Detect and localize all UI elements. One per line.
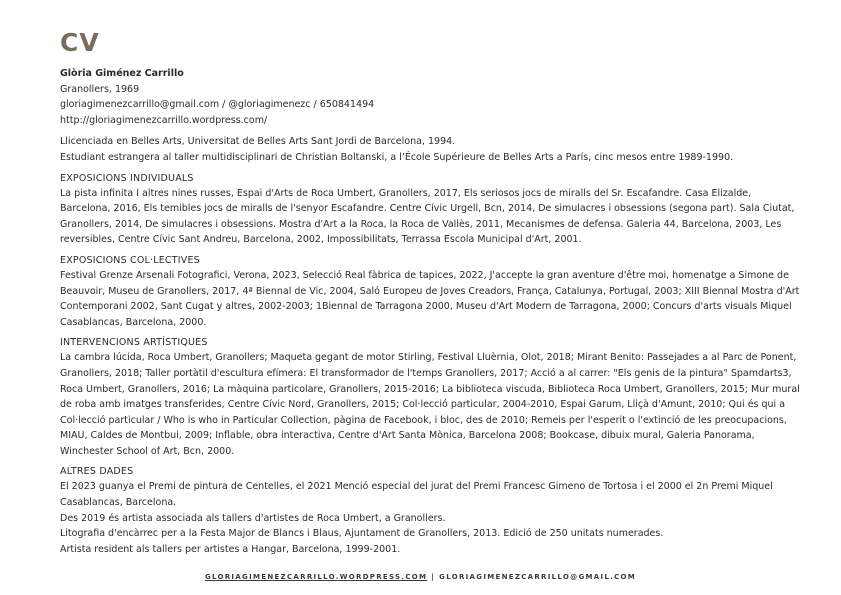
section-title: EXPOSICIONS INDIVIDUALS [60, 172, 194, 184]
section-collective-exhibitions [60, 254, 800, 330]
section-individual-exhibitions [60, 172, 800, 248]
section-paragraph: Artista resident als tallers per artistes a Hangar, Barcelona, 1999-2001. [60, 543, 401, 555]
section-artistic-interventions [60, 336, 800, 459]
footer-separator: | [431, 573, 436, 581]
section-body [60, 268, 800, 330]
footer-website-link[interactable]: GLORIAGIMENEZCARRILLO.WORDPRESS.COM [204, 573, 428, 581]
section-paragraph: Litografia d'encàrrec per a la Festa Major de Blancs i Blaus, Ajuntament de Granollers, 2013. Edició de 250 unitats numerades. [60, 528, 664, 540]
origin-line: Granollers, 1969 [60, 83, 140, 95]
page-footer [0, 573, 841, 581]
section-body [60, 479, 800, 557]
footer-email[interactable]: GLORIAGIMENEZCARRILLO@GMAIL.COM [439, 573, 637, 581]
section-paragraph: El 2023 guanya el Premi de pintura de Centelles, el 2021 Menció especial del jurat del Premi Francesc Gimeno de Tortosa i el 2000 el 2n Premi Miquel Casablancas, Barcelona. [60, 481, 773, 509]
education-line: Estudiant estrangera al taller multidisciplinari de Christian Boltanski, a l’École Supérieure de Belles Arts a París, cinc mesos entre 1989-1990. [60, 151, 734, 163]
cv-logo: CV [60, 28, 100, 57]
education-block [60, 134, 800, 165]
section-body [60, 186, 800, 248]
contact-line: gloriagimenezcarrillo@gmail.com / @gloriagimenezc / 650841494 [60, 99, 375, 111]
person-name: Glòria Giménez Carrillo [60, 68, 184, 79]
section-title: INTERVENCIONS ARTÍSTIQUES [60, 337, 208, 349]
cv-page [60, 30, 800, 557]
section-paragraph: Festival Grenze Arsenali Fotografici, Verona, 2023, Selecció Real fàbrica de tapices, 2022, J'accepte la gran aventure d'être moi, homenatge a Simone de Beauvoir, Museu de Granollers, 2017, 4ª Biennal de Vic, 2004, Saló Europeu de Joves Creadors, França, Catalunya, Portugal, 2003; XIII Biennal Mostra d'Art Contemporani 2002, Sant Cugat y altres, 2002-2003; 1Biennal de Tarragona 2000, Museu d'Art Modern de Tarragona, 2000; Concurs d'arts visuals Miquel Casablancas, Barcelona, 2000. [60, 269, 800, 328]
section-paragraph: Des 2019 és artista associada als tallers d'artistes de Roca Umbert, a Granollers. [60, 512, 446, 524]
section-title: ALTRES DADES [60, 466, 134, 478]
section-paragraph: La cambra lúcida, Roca Umbert, Granollers; Maqueta gegant de motor Stirling, Festival Lluèrnia, Olot, 2018; Mirant Benito: Passejades a al Parc de Ponent, Granollers, 2018; Taller portàtil d'escultura efímera: El transformador de l'temps Granollers, 2017; Acció a al carrer: "Els genis de la pintura" Spamdarts3, Roca Umbert, Granollers, 2016; La màquina particolare, Granollers, 2015-2016; La biblioteca viscuda, Biblioteca Roca Umbert, Granollers, 2015; Mur mural de roba amb imatges transferides, Centre Cívic Nord, Granollers, 2015; Col·lecció particular, 2004-2010, Espai Garum, Lliçà d'Amunt, 2010; Qui és qui a Col·lecció particular / Who is who in Particular Collection, pàgina de Facebook, i bloc, des de 2010; Remeis per l'esperit o l'extinció de les preocupacions, MIAU, Caldes de Montbui, 2009; Inflable, obra interactiva, Centre d'Art Santa Mònica, Barcelona 2008; Bookcase, dibuix mural, Galeria Panorama, Winchester School of Art, Bcn, 2000. [60, 352, 800, 457]
section-other-data [60, 465, 800, 557]
section-title: EXPOSICIONS COL·LECTIVES [60, 254, 200, 266]
website-line[interactable]: http://gloriagimenezcarrillo.wordpress.com/ [60, 114, 268, 126]
section-body [60, 350, 800, 459]
education-line: Llicenciada en Belles Arts, Universitat de Belles Arts Sant Jordi de Barcelona, 1994. [60, 136, 456, 148]
section-paragraph: La pista infinita I altres nines russes, Espai d'Arts de Roca Umbert, Granollers, 2017, Els seriosos jocs de miralls del Sr. Escafandre. Casa Elizalde, Barcelona, 2016, Els temibles jocs de miralls de l'senyor Escafandre. Centre Cívic Urgell, Bcn, 2014, De simulacres i obsessions (segona part). Sala Ciutat, Granollers, 2014, De simulacres i obsessions. Mostra d'Art a la Roca, la Roca de Vallès, 2011, Mecanismes de defensa. Galeria 44, Barcelona, 2003, Les reversibles, Centre Cívic Sant Andreu, Barcelona, 2002, Impossibilitats, Terrassa Escola Municipal d'Art, 2001. [60, 187, 795, 246]
